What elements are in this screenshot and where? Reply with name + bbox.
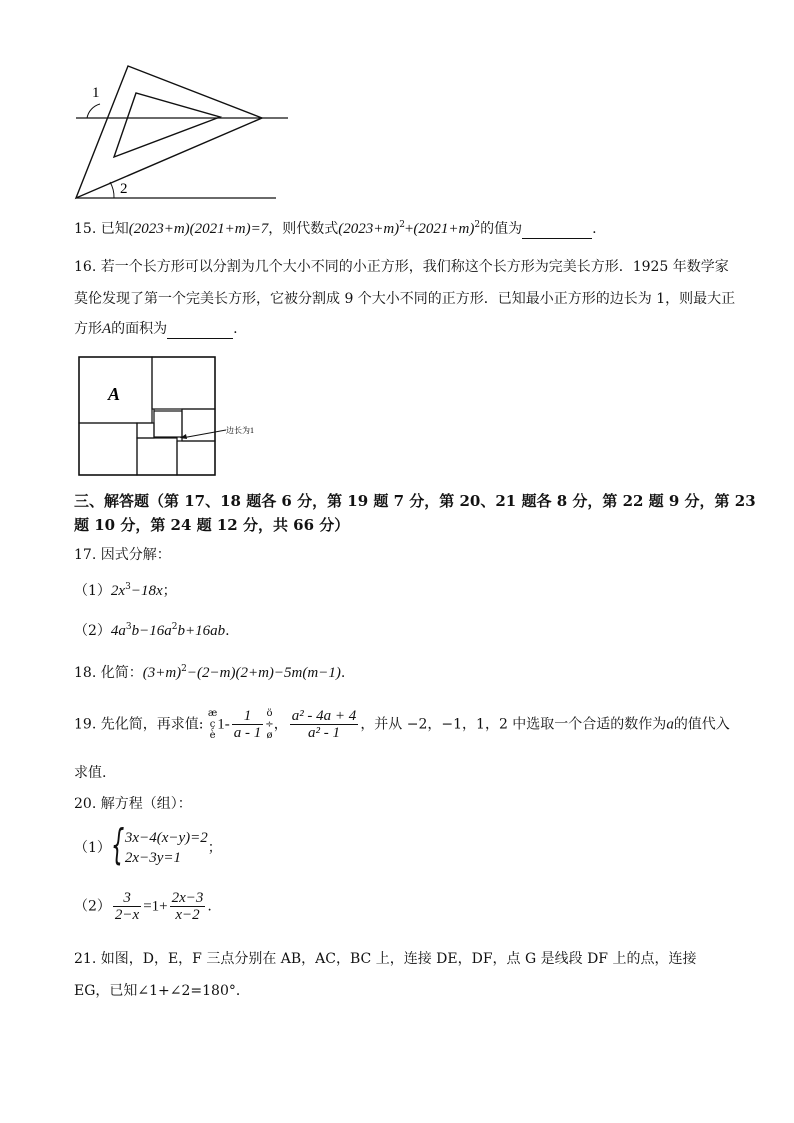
q17-p2-exp-1: 3 [125,622,132,632]
q20-mid: =1+ [143,898,168,915]
q20-p1-end: ； [207,840,222,856]
perfect-rectangle-figure [76,354,276,480]
q15-text-2: ，则代数式 [268,221,339,237]
question-16-line-1: 16. 若一个长方形可以分割为几个大小不同的小正方形，我们称这个长方形为完美长方形．1925 年数学家 [74,259,729,275]
q20-fraction-2 [170,890,206,923]
q16-var-a: A [102,321,112,337]
q17-p1-label: （1） [74,583,111,599]
q17-p2-exp-2: 2 [171,622,178,632]
angle-2-label: 2 [120,181,128,197]
q17-p1-expr-a: 2x [110,583,126,599]
q16-text-3b: 的面积为 [111,321,168,337]
q18-e1: (3+m) [142,665,182,681]
q20-fraction-1 [113,890,141,923]
q19-one: 1- [217,716,230,733]
q20-f2-den: x−2 [175,907,200,923]
q18-exp: 2 [181,664,187,674]
q20-f2-num: 2x−3 [171,890,204,906]
q15-end: . [592,221,597,237]
question-21-line-1: 21. 如图，D，E，F 三点分别在 AB，AC，BC 上，连接 DE，DF，点 G 是线段 DF 上的点，连接 [74,951,697,967]
q16-end: . [233,321,238,337]
system-brace-icon: { [110,820,125,869]
q19-var: a [666,716,674,733]
question-17-part-2 [74,622,230,640]
question-20-title: 20. 解方程（组）： [74,796,192,812]
q19-glyph-r-bot: ø [266,730,273,741]
q19-suffix-2: 的值代入 [673,716,730,733]
angle-2-arc [110,182,114,198]
square-bottom-right [177,441,215,475]
q15-expr-2b: (2021+m) [413,221,475,237]
q19-frac1-num: 1 [232,708,264,725]
q19-fraction-1 [232,708,264,741]
question-20-part-2 [74,890,212,923]
question-17-title: 17. 因式分解： [74,547,171,563]
angle-1-arc [87,104,100,118]
q17-p1-expr-b: −18x [130,583,163,599]
q20-eq-1: 3x−4(x−y)=2 [124,830,208,846]
square-top-right [152,357,215,409]
outer-rectangle [79,357,215,475]
q19-fraction-2 [290,708,359,741]
question-19 [74,708,730,741]
q19-glyph-mid: ç [209,719,216,730]
q15-expr-2a: (2023+m) [338,221,400,237]
q17-p1-end: ； [162,583,177,599]
q15-number: 15. [74,221,97,237]
question-21-line-2: EG，已知∠1+∠2=180°． [74,983,250,999]
square-bottom-mid [137,438,177,475]
q19-frac2-num: a² - 4a + 4 [291,708,357,724]
q19-left-bracket [208,708,217,741]
question-17-part-1 [74,582,177,600]
q17-p2-a: 4a [110,623,126,639]
q17-p2-b: b−16a [131,623,172,639]
q15-text-3: 的值为 [480,221,523,237]
q20-f1-den: 2−x [114,907,140,923]
q15-expr-1: (2023+m)(2021+m)=7 [128,221,269,237]
q19-glyph-top: æ [207,708,218,719]
inner-triangle [114,93,220,157]
outer-triangle [76,66,262,198]
q20-p1-label: （1） [74,840,111,856]
q19-glyph-r-mid: ÷ [265,719,274,730]
q20-f1-num: 3 [113,890,141,907]
q16-text-3a: 方形 [74,321,102,337]
question-16-line-3 [74,320,238,339]
question-20-part-1 [74,820,222,869]
q18-e2: −(2−m)(2+m)−5m(m−1) [186,665,341,681]
q15-plus: + [404,221,414,237]
square-bottom-left [79,423,137,475]
triangle-ruler-figure [70,60,300,205]
q20-equation-system [110,820,208,869]
q19-right-bracket [265,708,273,741]
section-3-heading-line-1: 三、解答题（第 17、18 题各 6 分，第 19 题 7 分，第 20、21 题各 8 分，第 22 题 9 分，第 23 [74,492,756,510]
question-16-line-2: 莫伦发现了第一个完美长方形，它被分割成 9 个大小不同的正方形．已知最小正方形的边长为 1，则最大正 [74,291,736,307]
angle-1-label: 1 [92,85,100,101]
question-15 [74,220,597,239]
q19-comma: ， [273,716,288,733]
square-mid-left [137,423,154,438]
q15-exp-a: 2 [399,220,405,230]
q18-prefix: 18. 化简： [74,665,143,681]
callout-arrow [182,430,226,438]
callout-label: 边长为1 [226,426,254,435]
q20-eq-2: 2x−3y=1 [124,850,181,866]
q19-frac2-den: a² - 1 [308,725,340,741]
q18-end: . [340,665,346,681]
square-mid-right [182,409,215,441]
q15-text-1: 已知 [100,221,129,237]
q19-glyph-r-top: ö [266,708,273,719]
question-19-line-2: 求值. [74,765,107,781]
q17-p2-end: . [225,623,230,639]
q15-answer-blank[interactable] [522,220,592,239]
q17-p1-exp: 3 [125,582,131,592]
square-small [154,409,182,411]
q20-p2-end: . [207,898,212,915]
q17-p2-c: b+16ab [177,623,226,639]
q15-exp-b: 2 [474,220,481,230]
q20-p2-label: （2） [74,898,111,915]
question-18 [74,664,345,682]
q16-answer-blank[interactable] [167,320,233,339]
square-a-label: A [108,384,121,404]
q19-frac1-den: a - 1 [233,725,262,741]
square-mid [154,411,182,437]
q19-glyph-bot: è [209,730,216,741]
q17-p2-label: （2） [74,623,111,639]
q19-prefix: 19. 先化简，再求值: [74,716,204,733]
section-3-heading-line-2: 题 10 分，第 24 题 12 分，共 66 分） [74,516,350,534]
q19-suffix: ，并从 −2，−1，1，2 中选取一个合适的数作为 [360,716,667,733]
